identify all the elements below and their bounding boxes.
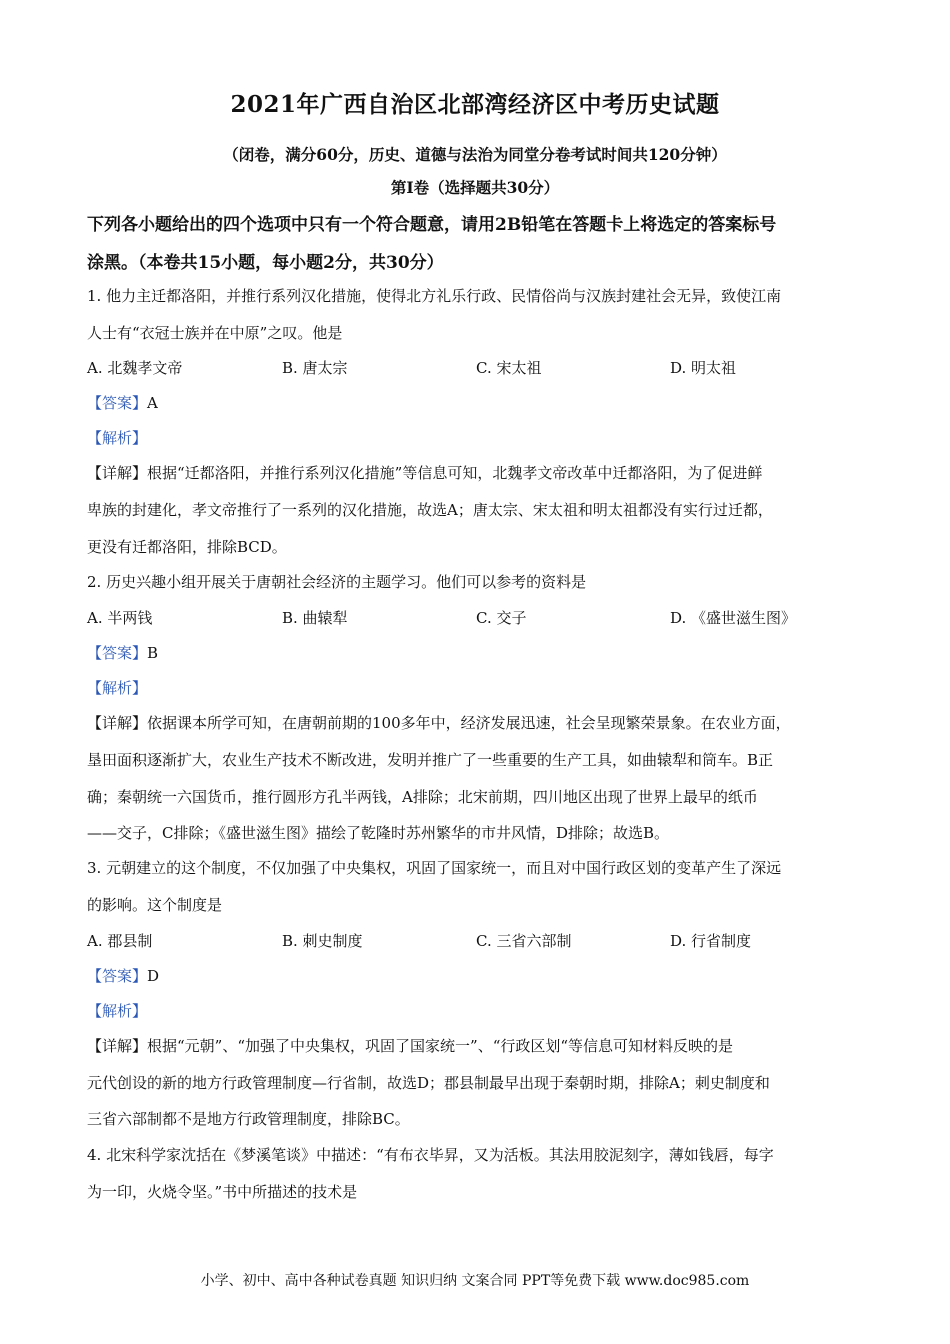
question-3-option-c: C. 三省六部制 [476,932,572,950]
answer-tag: 【答案】 [87,644,148,662]
question-1-option-c: C. 宋太祖 [476,359,542,377]
question-1-stem: 1. 他力主迁都洛阳，并推行系列汉化措施，使得北方礼乐行政、民情俗尚与汉族封建社会无异，致使江南 [87,287,782,305]
question-3-answer [87,965,877,986]
detail-tag: 【详解】 [87,1037,148,1055]
detail-text: 依据课本所学可知，在唐朝前期的100多年中，经济发展迅速，社会呈现繁荣景象。在农业方面， [147,714,791,732]
question-3-option-d: D. 行省制度 [670,932,752,950]
question-3-stem: 3. 元朝建立的这个制度，不仅加强了中央集权，巩固了国家统一，而且对中国行政区划的变革产生了深远 [87,859,782,877]
question-2-detail: ——交子，C排除；《盛世滋生图》描绘了乾隆时苏州繁华的市井风情，D排除；故选B。 [87,824,670,842]
question-1-option-d: D. 明太祖 [670,359,737,377]
question-2-analysis [87,677,877,698]
page-footer: 小学、初中、高中各种试卷真题 知识归纳 文案合同 PPT等免费下载 www.doc985.com [200,1273,750,1289]
question-1-stem: 人士有“衣冠士族并在中原”之叹。他是 [87,324,343,342]
question-4-stem: 为一印，火烧令坚。”书中所描述的技术是 [87,1183,358,1201]
detail-text: 根据“元朝”、“加强了中央集权，巩固了国家统一”、“行政区划“等信息可知材料反映的是 [147,1037,734,1055]
exam-subtitle: （闭卷，满分60分，历史、道德与法治为同堂分卷考试时间共120分钟） [223,145,727,164]
answer-value: A [147,394,158,412]
question-3-analysis [87,1000,877,1021]
detail-tag: 【详解】 [87,714,148,732]
question-3-detail: 元代创设的新的地方行政管理制度—行省制，故选D；郡县制最早出现于秦朝时期，排除A；刺史制度和 [87,1074,770,1092]
answer-tag: 【答案】 [87,394,148,412]
question-3-option-a: A. 郡县制 [87,932,153,950]
detail-tag: 【详解】 [87,464,148,482]
question-3-detail: 三省六部制都不是地方行政管理制度，排除BC。 [87,1110,410,1128]
question-4-stem: 4. 北宋科学家沈括在《梦溪笔谈》中描述：“有布衣毕昇，又为活板。其法用胶泥刻字，薄如钱唇，每字 [87,1146,774,1164]
question-2-detail: 确；秦朝统一六国货币，推行圆形方孔半两钱，A排除；北宋前期，四川地区出现了世界上最早的纸币 [87,788,758,806]
question-2-option-d: D. 《盛世滋生图》 [670,609,797,627]
question-1-option-b: B. 唐太宗 [282,359,348,377]
instruction-line: 涂黑。（本卷共15小题，每小题2分，共30分） [87,253,444,273]
question-1-detail: 卑族的封建化，孝文帝推行了一系列的汉化措施，故选A；唐太宗、宋太祖和明太祖都没有实行过迁都， [87,501,773,519]
question-2-detail: 垦田面积逐渐扩大，农业生产技术不断改进，发明并推广了一些重要的生产工具，如曲辕犁和筒车。B正 [87,751,774,769]
answer-value: D [147,967,160,985]
question-2-option-b: B. 曲辕犁 [282,609,348,627]
question-1-answer [87,392,877,413]
analysis-tag: 【解析】 [87,679,148,697]
question-2-option-a: A. 半两钱 [87,609,153,627]
question-2-answer [87,642,877,663]
analysis-tag: 【解析】 [87,429,148,447]
answer-tag: 【答案】 [87,967,148,985]
question-1-option-a: A. 北魏孝文帝 [87,359,183,377]
question-2-detail [87,712,877,733]
question-3-detail [87,1035,877,1056]
answer-value: B [147,644,159,662]
question-1-detail [87,462,877,483]
page-title: 2021年广西自治区北部湾经济区中考历史试题 [230,91,720,118]
detail-text: 根据“迁都洛阳，并推行系列汉化措施”等信息可知，北魏孝文帝改革中迁都洛阳，为了促进鲜 [147,464,763,482]
question-2-option-c: C. 交子 [476,609,527,627]
question-1-analysis [87,427,877,448]
question-2-stem: 2. 历史兴趣小组开展关于唐朝社会经济的主题学习。他们可以参考的资料是 [87,573,587,591]
instruction-line: 下列各小题给出的四个选项中只有一个符合题意，请用2B铅笔在答题卡上将选定的答案标号 [87,215,777,235]
section-heading: 第Ⅰ卷（选择题共30分） [390,178,560,197]
analysis-tag: 【解析】 [87,1002,148,1020]
question-1-detail: 更没有迁都洛阳，排除BCD。 [87,538,287,556]
question-3-stem: 的影响。这个制度是 [87,896,223,914]
question-3-option-b: B. 刺史制度 [282,932,363,950]
